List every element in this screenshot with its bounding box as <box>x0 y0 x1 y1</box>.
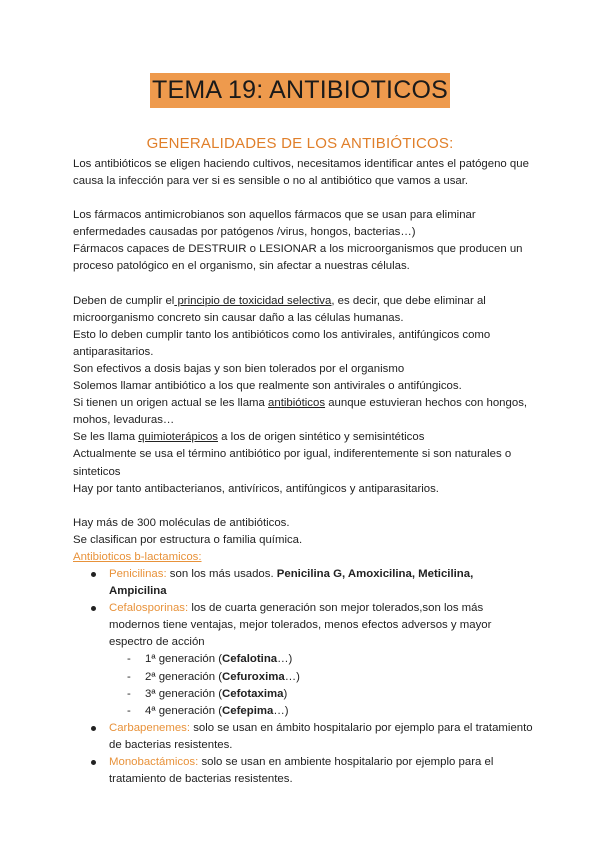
generation-item <box>109 669 533 686</box>
generation-drug: Cefepima <box>222 704 274 717</box>
family-text: solo se usan en ambiente hospitalario por ejemplo para el tratamiento de bacterias resistentes. <box>109 756 494 786</box>
text-span: aunque estuvieran hechos con hongos, mohos, levaduras… <box>73 397 528 427</box>
list-item-monobactamicos <box>73 754 533 788</box>
generation-item <box>109 651 533 668</box>
generation-prefix: 3ª generación ( <box>145 687 223 700</box>
body-text <box>73 156 533 788</box>
generation-list <box>109 651 533 719</box>
dash-marker: - <box>127 670 131 683</box>
family-label: Cefalosporinas: <box>109 602 189 615</box>
family-examples: Penicilina G, Amoxicilina, Meticilina, Ampicilina <box>109 567 474 598</box>
family-text: los de cuarta generación son mejor tolerados,son los más modernos tiene ventajas, mejor tolerados, menos efectos adversos y mayor espectro de acción <box>109 602 492 649</box>
paragraph-origen <box>73 395 533 429</box>
underlined-term: antibióticos <box>268 397 326 410</box>
underlined-term: principio de toxicidad selectiva, <box>174 294 335 307</box>
section-heading-betalactamicos: Antibioticos b-lactamicos: <box>73 550 202 563</box>
generation-suffix: …) <box>277 653 293 666</box>
generation-item <box>109 686 533 703</box>
generation-suffix: …) <box>284 670 300 683</box>
text-span: Deben de cumplir el <box>73 294 175 307</box>
section-subtitle: GENERALIDADES DE LOS ANTIBIÓTICOS: <box>146 135 454 152</box>
paragraph-toxicidad <box>73 293 533 327</box>
list-item-cefalosporinas <box>73 600 533 720</box>
list-item-carbapenemes <box>73 720 533 754</box>
paragraph-termino: Actualmente se usa el término antibiótico por igual, indiferentemente si son naturales o sinteticos <box>73 448 512 478</box>
paragraph-quimioterapicos <box>73 429 533 446</box>
paragraph-moleculas: Hay más de 300 moléculas de antibióticos. <box>73 516 290 529</box>
paragraph-cumplir: Esto lo deben cumplir tanto los antibióticos como los antivirales, antifúngicos como antiparasitarios. <box>73 328 491 358</box>
text-span: a los de origen sintético y semisintéticos <box>218 431 425 444</box>
text-span: Si tienen un origen actual se les llama <box>73 397 269 410</box>
paragraph-llamar: Solemos llamar antibiótico a los que realmente son antivirales o antifúngicos. <box>73 380 462 393</box>
paragraph-clasifican: Se clasifican por estructura o familia química. <box>73 533 303 546</box>
generation-suffix: ) <box>283 687 288 700</box>
antibiotic-family-list <box>73 566 533 788</box>
paragraph-cultivos: Los antibióticos se eligen haciendo cultivos, necesitamos identificar antes el patógeno que causa la infección para ver si es sensible o no al antibiótico que vamos a usar. <box>73 158 529 188</box>
page-title: TEMA 19: ANTIBIOTICOS <box>150 73 450 108</box>
generation-prefix: 2ª generación ( <box>145 670 223 683</box>
text-span: Se les llama <box>73 431 139 444</box>
generation-drug: Cefalotina <box>222 653 278 666</box>
generation-drug: Cefuroxima <box>222 670 285 683</box>
underlined-term: quimioterápicos <box>138 431 218 444</box>
family-text: son los más usados. <box>166 567 277 580</box>
paragraph-dosis: Son efectivos a dosis bajas y son bien tolerados por el organismo <box>73 362 405 375</box>
text-span: es decir, que debe eliminar al microorganismo concreto sin causar daño a las células humanas. <box>73 294 486 324</box>
family-label: Carbapenemes: <box>109 721 191 734</box>
dash-marker: - <box>127 704 131 717</box>
generation-prefix: 4ª generación ( <box>145 704 223 717</box>
generation-drug: Cefotaxima <box>222 687 284 700</box>
paragraph-destruir: Fármacos capaces de DESTRUIR o LESIONAR a los microorganismos que producen un proceso patológico en el organismo, sin afectar a nuestras células. <box>73 243 523 273</box>
title-wrap <box>0 73 600 108</box>
list-item-penicilinas <box>73 566 533 600</box>
generation-item <box>109 703 533 720</box>
paragraph-tipos: Hay por tanto antibacterianos, antivíricos, antifúngicos y antiparasitarios. <box>73 482 439 495</box>
dash-marker: - <box>127 653 131 666</box>
paragraph-antimicrobianos: Los fármacos antimicrobianos son aquellos fármacos que se usan para eliminar enfermedades causadas por patógenos /virus, hongos, bacterias…) <box>73 209 476 239</box>
family-text: solo se usan en ámbito hospitalario por ejemplo para el tratamiento de bacterias resistentes. <box>109 721 533 751</box>
dash-marker: - <box>127 687 131 700</box>
family-label: Monobactámicos: <box>109 756 199 768</box>
generation-prefix: 1ª generación ( <box>145 653 223 666</box>
generation-suffix: …) <box>273 704 289 717</box>
family-label: Penicilinas: <box>109 567 167 580</box>
